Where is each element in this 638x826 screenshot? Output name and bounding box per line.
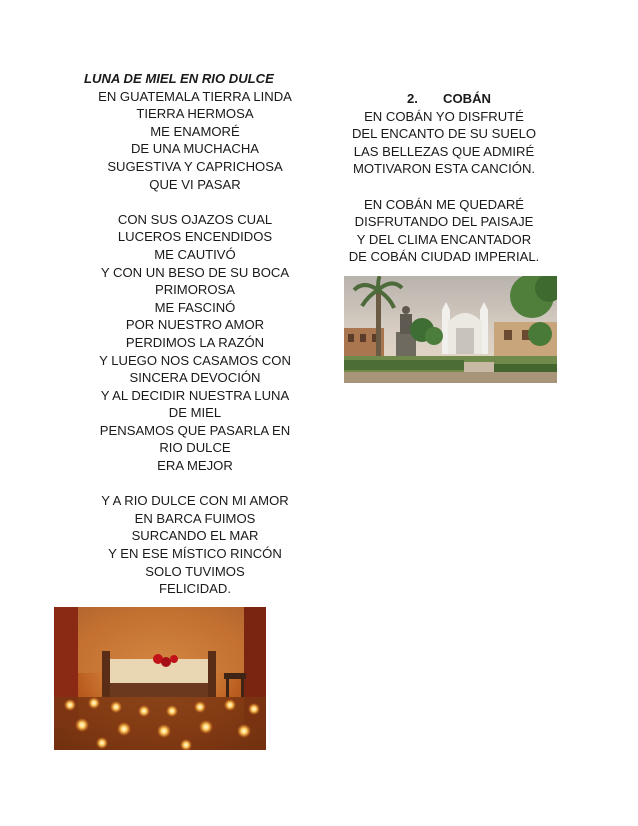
poem-line: DE MIEL	[168, 405, 222, 421]
poem-line: DE UNA MUCHACHA	[130, 141, 260, 157]
poem-line: SINCERA DEVOCIÓN	[129, 370, 261, 386]
coban-stanza-1	[338, 108, 550, 178]
poem-line: DE COBÁN CIUDAD IMPERIAL.	[348, 249, 540, 265]
poem-line: ERA MEJOR	[157, 458, 233, 474]
poem-line: Y A RIO DULCE CON MI AMOR	[101, 493, 289, 509]
poem-number: 2.	[406, 91, 418, 106]
poem-line: CON SUS OJAZOS CUAL	[117, 211, 273, 227]
poem-line: Y EN ESE MÍSTICO RINCÓN	[108, 546, 282, 562]
poem-line: PRIMOROSA	[154, 282, 236, 298]
poem-line: PENSAMOS QUE PASARLA EN	[99, 422, 291, 438]
poem-line: LUCEROS ENCENDIDOS	[117, 229, 273, 245]
poem-line: MOTIVARON ESTA CANCIÓN.	[352, 161, 536, 177]
poem-line: SOLO TUVIMOS	[145, 563, 245, 579]
poem-line: SUGESTIVA Y CAPRICHOSA	[107, 158, 283, 174]
poem-line: DISFRUTANDO DEL PAISAJE	[354, 214, 534, 230]
poem-line: TIERRA HERMOSA	[136, 106, 254, 122]
poem-line: RIO DULCE	[159, 440, 231, 456]
poem-line: EN GUATEMALA TIERRA LINDA	[98, 88, 292, 104]
poem-line: EN COBÁN ME QUEDARÉ	[363, 196, 525, 212]
poem-line: DEL ENCANTO DE SU SUELO	[351, 126, 537, 142]
poem-line: ME CAUTIVÓ	[154, 246, 236, 262]
poem-line: ME FASCINÓ	[154, 299, 236, 315]
poem-line: SURCANDO EL MAR	[131, 528, 259, 544]
right-poem	[338, 90, 550, 266]
stanza-3	[84, 492, 306, 598]
left-poem	[84, 70, 306, 598]
poem-heading-coban	[338, 90, 550, 108]
poem-title-luna-de-miel: LUNA DE MIEL EN RIO DULCE	[84, 71, 274, 86]
poem-line: FELICIDAD.	[158, 581, 232, 597]
poem-line: LAS BELLEZAS QUE ADMIRÉ	[353, 143, 535, 159]
poem-line: Y DEL CLIMA ENCANTADOR	[356, 231, 532, 247]
poem-line: Y CON UN BESO DE SU BOCA	[100, 264, 290, 280]
poem-line: QUE VI PASAR	[149, 176, 241, 192]
stanza-2	[84, 211, 306, 475]
poem-line: Y AL DECIDIR NUESTRA LUNA	[100, 387, 290, 403]
coban-stanza-2	[338, 196, 550, 266]
poem-line: POR NUESTRO AMOR	[125, 317, 265, 333]
poem-title-coban: COBÁN	[442, 91, 491, 106]
poem-line: EN COBÁN YO DISFRUTÉ	[364, 108, 524, 124]
stanza-1	[84, 88, 306, 194]
coban-plaza-photo	[344, 276, 557, 383]
poem-line: PERDIMOS LA RAZÓN	[125, 334, 265, 350]
poem-line: Y LUEGO NOS CASAMOS CON	[99, 352, 291, 368]
candlelit-bedroom-photo	[54, 607, 266, 750]
poem-line: ME ENAMORÉ	[150, 123, 240, 139]
poem-line: EN BARCA FUIMOS	[134, 510, 256, 526]
